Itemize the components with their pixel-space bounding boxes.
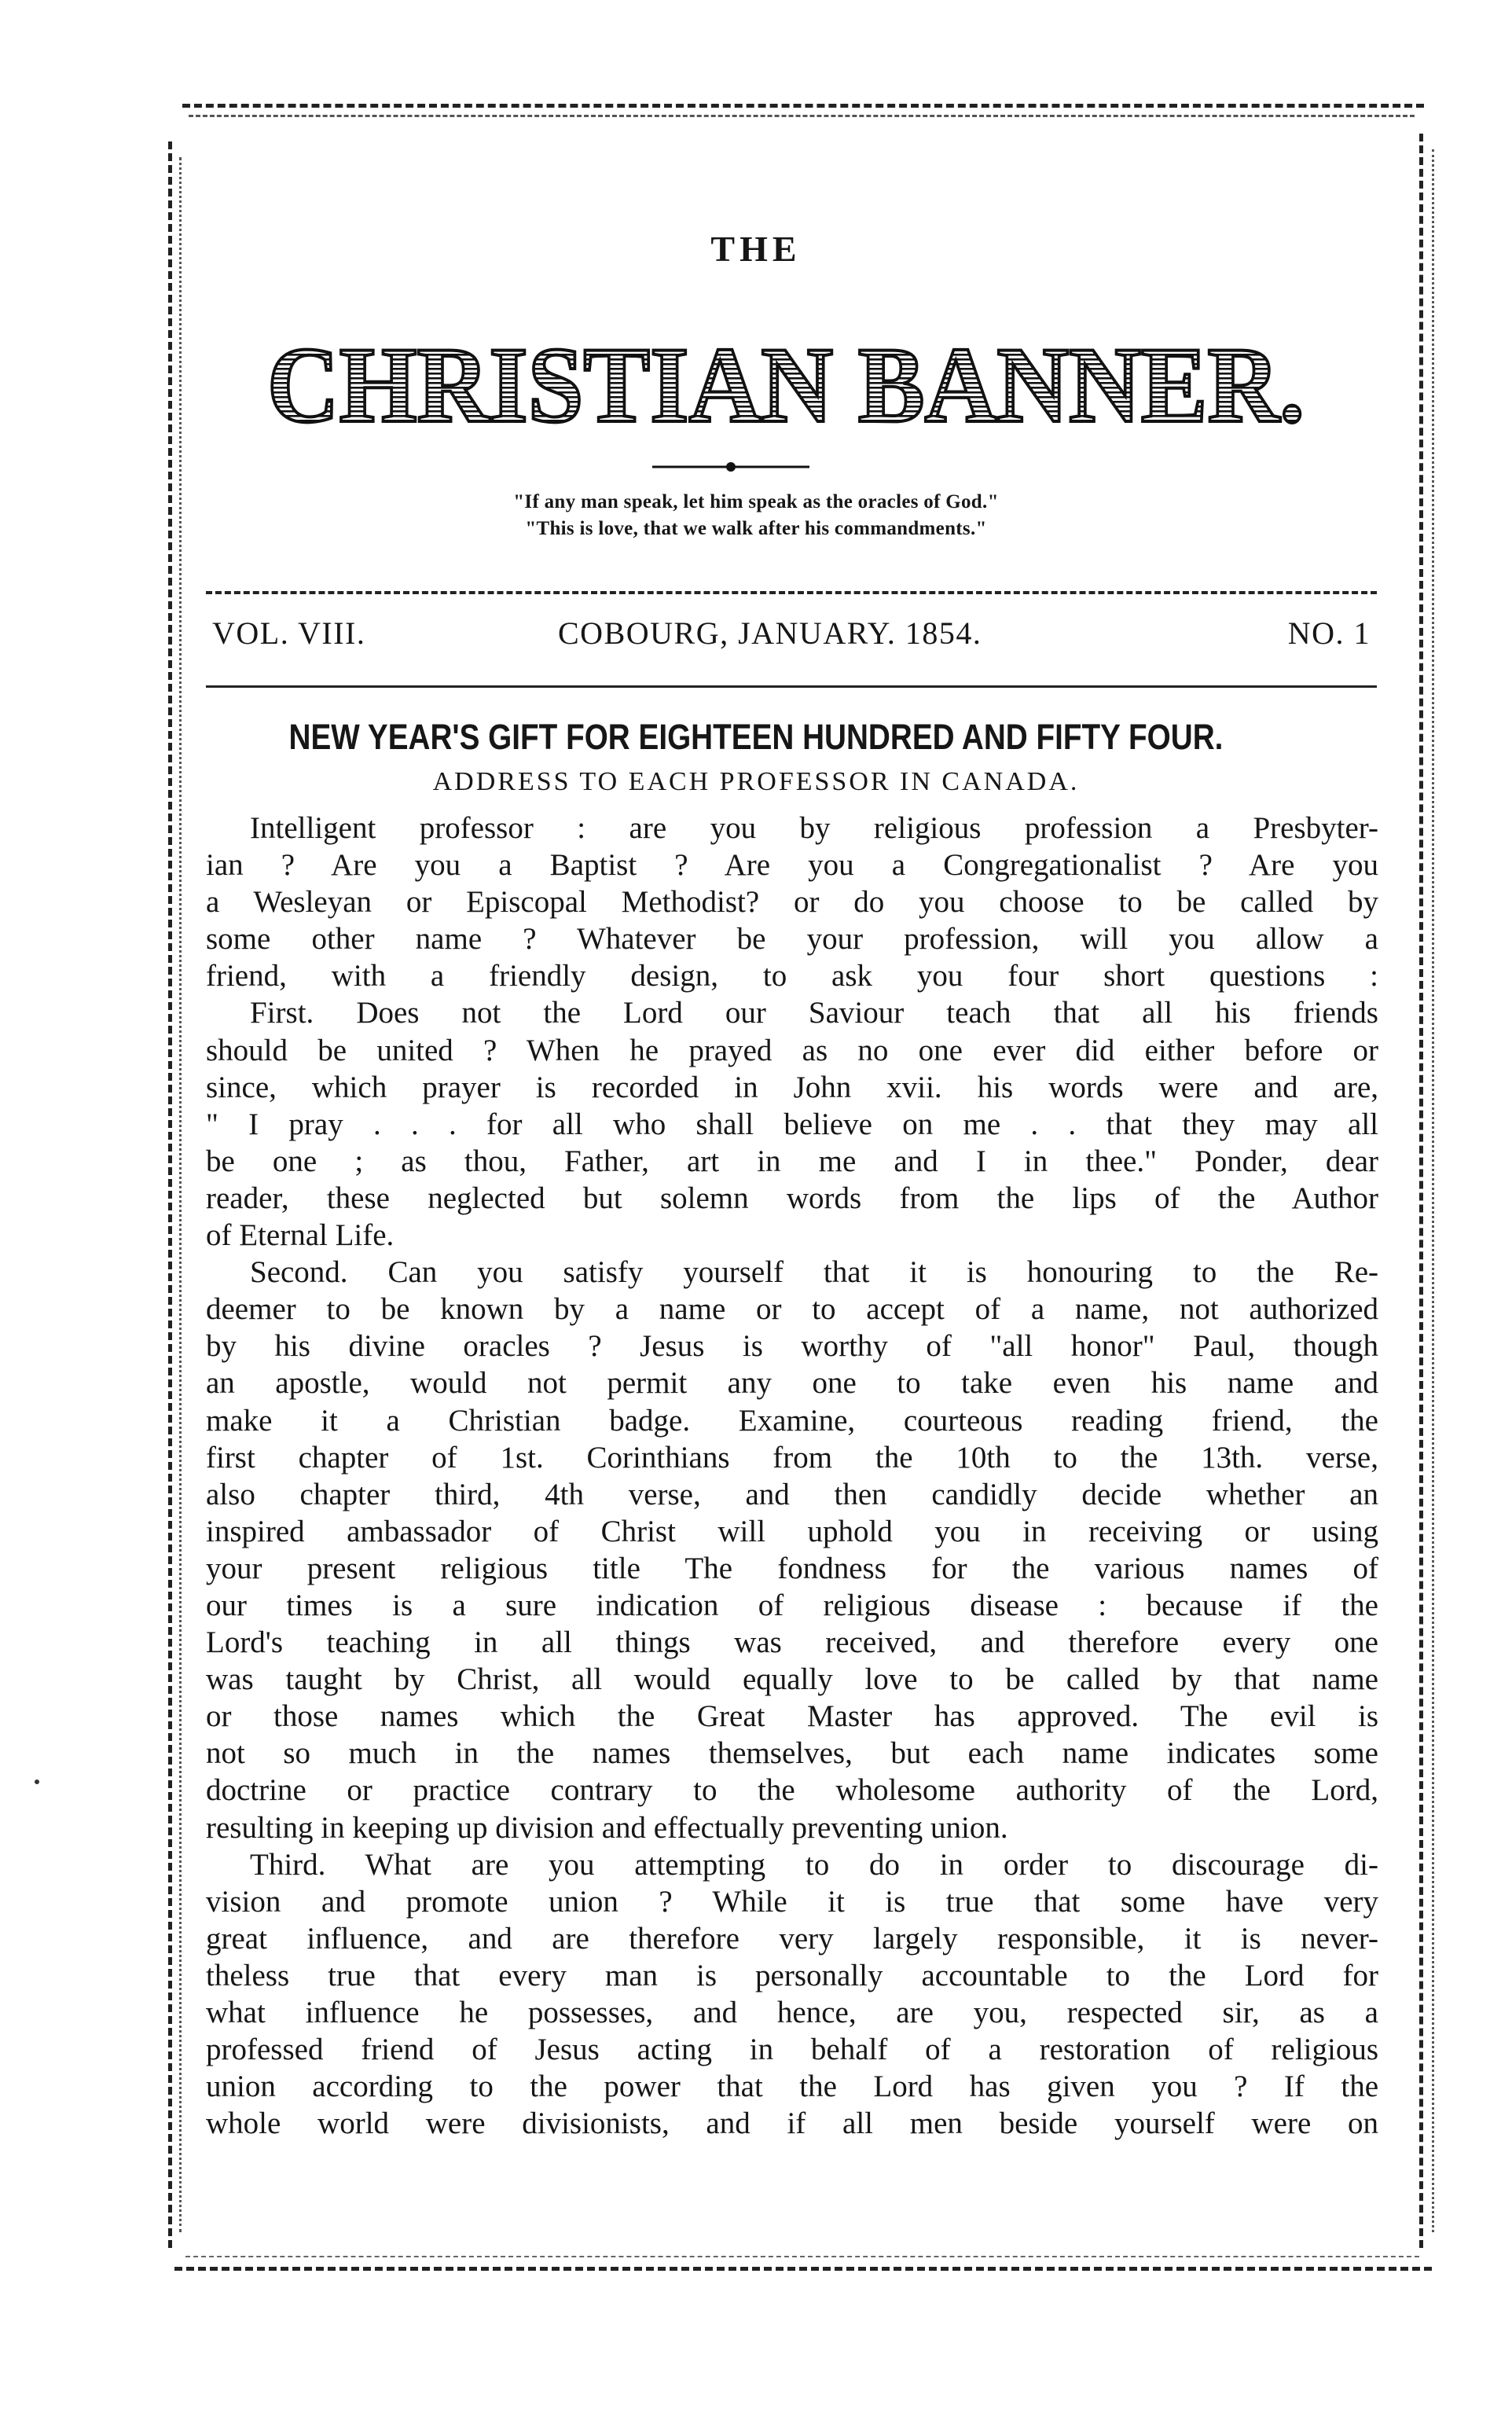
article-line: First. Does not the Lord our Saviour teach that all his friends (250, 996, 1378, 1030)
motto-line-1: "If any man speak, let him speak as the oracles of God." (513, 491, 999, 512)
article-line: vision and promote union ? While it is true that some have very (206, 1884, 1378, 1919)
article-line: resulting in keeping up division and effectually preventing union. (206, 1810, 1008, 1845)
article-line: Second. Can you satisfy yourself that it is honouring to the Re- (250, 1255, 1378, 1290)
article-line: since, which prayer is recorded in John xvii. his words were and are, (206, 1070, 1378, 1104)
article-line: ian ? Are you a Baptist ? Are you a Congregationalist ? Are you (206, 848, 1378, 883)
article-line: not so much in the names themselves, but each name indicates some (206, 1736, 1378, 1771)
article-subhead: ADDRESS TO EACH PROFESSOR IN CANADA. (432, 767, 1080, 796)
article-line: by his divine oracles ? Jesus is worthy of "all honor" Paul, though (206, 1329, 1378, 1364)
frame-border-top (182, 104, 1424, 108)
ornamental-rule (652, 461, 809, 473)
article-line: reader, these neglected but solemn words from the lips of the Author (206, 1181, 1378, 1215)
frame-border-right-inner (1432, 149, 1434, 2232)
masthead-mottos (0, 489, 1512, 542)
article-line: an apostle, would not permit any one to take even his name and (206, 1366, 1378, 1401)
article-line: " I pray . . . for all who shall believe on me . . that they may all (206, 1107, 1378, 1141)
article-line: professed friend of Jesus acting in behalf of a restoration of religious (206, 2033, 1378, 2067)
masthead-title-text: CHRISTIAN BANNER. (267, 325, 1305, 439)
frame-border-top-inner (189, 115, 1415, 117)
rule-below-issue-line (206, 685, 1377, 688)
article-line: make it a Christian badge. Examine, courteous reading friend, the (206, 1403, 1378, 1438)
article-line: Lord's teaching in all things was received, and therefore every one (206, 1625, 1378, 1660)
issue-number: NO. 1 (1287, 615, 1371, 651)
stray-mark (35, 1779, 39, 1784)
article-line: or those names which the Great Master has approved. The evil is (206, 1699, 1378, 1734)
volume-number: VOL. VIII. (212, 615, 366, 651)
article-line: was taught by Christ, all would equally love to be called by that name (206, 1662, 1378, 1697)
rule-above-issue-line (206, 591, 1377, 594)
article-line: also chapter third, 4th verse, and then candidly decide whether an (206, 1477, 1378, 1511)
article-line: deemer to be known by a name or to accept of a name, not authorized (206, 1292, 1378, 1327)
article-line: Third. What are you attempting to do in order to discourage di- (250, 1847, 1378, 1882)
article-line: theless true that every man is personally accountable to the Lord for (206, 1958, 1378, 1992)
article-line: a Wesleyan or Episcopal Methodist? or do you choose to be called by (206, 885, 1378, 920)
dateline: COBOURG, JANUARY. 1854. (558, 615, 982, 651)
frame-border-bottom-inner (185, 2256, 1419, 2257)
article-line: our times is a sure indication of religious disease : because if the (206, 1588, 1378, 1622)
masthead-title (259, 321, 1312, 439)
article-line: great influence, and are therefore very largely responsible, it is never- (206, 1921, 1378, 1956)
frame-border-left (168, 141, 172, 2248)
frame-border-right (1419, 134, 1423, 2248)
motto-line-2: "This is love, that we walk after his commandments." (525, 518, 987, 539)
article-line: be one ; as thou, Father, art in me and I in thee." Ponder, dear (206, 1144, 1378, 1178)
article-headline: NEW YEAR'S GIFT FOR EIGHTEEN HUNDRED AND FIFTY FOUR. (288, 717, 1224, 757)
article-line: doctrine or practice contrary to the wholesome authority of the Lord, (206, 1773, 1378, 1808)
article-line: friend, with a friendly design, to ask you four short questions : (206, 959, 1378, 993)
article-line: union according to the power that the Lord has given you ? If the (206, 2070, 1378, 2104)
frame-border-left-inner (179, 157, 182, 2232)
article-line: whole world were divisionists, and if all men beside yourself were on (206, 2106, 1378, 2141)
article-line: Intelligent professor : are you by religious profession a Presbyter- (250, 811, 1378, 845)
frame-border-bottom (174, 2267, 1432, 2271)
article-line: first chapter of 1st. Corinthians from the 10th to the 13th. verse, (206, 1440, 1378, 1475)
article-body (206, 810, 1378, 2142)
article-line: should be united ? When he prayed as no one ever did either before or (206, 1033, 1378, 1067)
article-line: what influence he possesses, and hence, are you, respected sir, as a (206, 1996, 1378, 2029)
article-line: inspired ambassador of Christ will uphold you in receiving or using (206, 1514, 1378, 1548)
article-line: of Eternal Life. (206, 1218, 395, 1253)
article-line: some other name ? Whatever be your profession, will you allow a (206, 922, 1378, 957)
article-line: your present religious title The fondness for the various names of (206, 1551, 1378, 1585)
issue-line (212, 615, 1371, 662)
masthead-the: THE (710, 229, 802, 269)
